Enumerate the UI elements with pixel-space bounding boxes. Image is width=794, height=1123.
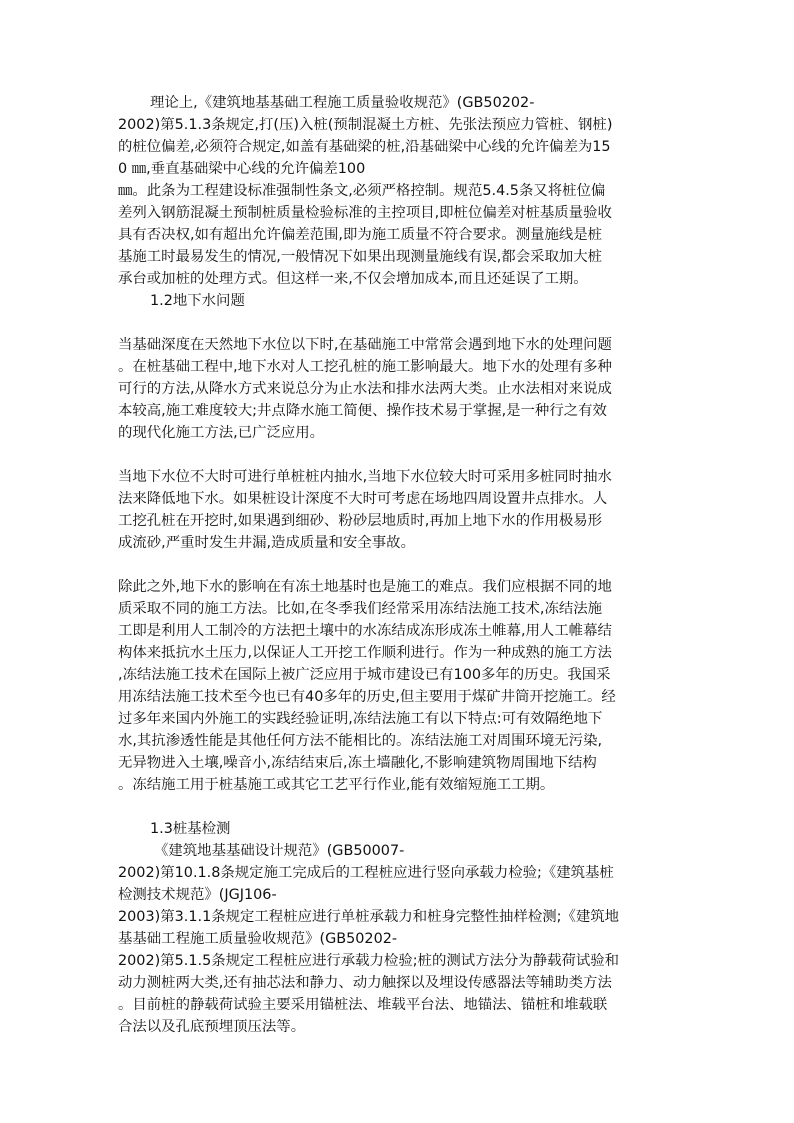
text-line: 可行的方法,从降水方式来说总分为止水法和排水法两大类。止水法相对来说成	[118, 381, 612, 397]
text-line: 《建筑地基基础设计规范》(GB50007-	[154, 843, 405, 859]
text-line: 承台或加桩的处理方式。但这样一来,不仅会增加成本,而且还延误了工期。	[118, 271, 588, 287]
text-line: 用冻结法施工技术至今也已有40多年的历史,但主要用于煤矿井筒开挖施工。经	[118, 689, 616, 705]
text-line: 2002)第5.1.5条规定工程桩应进行承载力检验;桩的测试方法分为静载荷试验和	[118, 953, 620, 969]
text-line: 基施工时最易发生的情况,一般情况下如果出现测量施线有误,都会采取加大桩	[118, 249, 603, 265]
text-line: 成流砂,严重时发生井漏,造成质量和安全事故。	[118, 535, 415, 551]
spacer	[118, 554, 678, 576]
text-line: 工挖孔桩在开挖时,如果遇到细砂、粉砂层地质时,再加上地下水的作用极易形	[118, 513, 603, 529]
text-line: 无异物进入土壤,噪音小,冻结结束后,冻土墙融化,不影响建筑物周围地下结构	[118, 755, 597, 771]
text-line: 合法以及孔底预埋顶压法等。	[118, 1019, 306, 1035]
text-line: 本较高,施工难度较大;井点降水施工简便、操作技术易于掌握,是一种行之有效	[118, 403, 607, 419]
text-line: 当地下水位不大时可进行单桩桩内抽水,当地下水位较大时可采用多桩同时抽水	[118, 469, 612, 485]
spacer	[118, 444, 678, 466]
text-line: 质采取不同的施工方法。比如,在冬季我们经常采用冻结法施工技术,冻结法施	[118, 601, 603, 617]
text-line: 基基础工程施工质量验收规范》(GB50202-	[118, 931, 398, 947]
text-line: 具有否决权,如有超出允许偏差范围,即为施工质量不符合要求。测量施线是桩	[118, 227, 603, 243]
spacer	[118, 796, 678, 818]
text-line: 0 ㎜,垂直基础梁中心线的允许偏差100	[118, 161, 366, 177]
text-line: 除此之外,地下水的影响在有冻土地基时也是施工的难点。我们应根据不同的地	[118, 579, 612, 595]
spacer	[118, 312, 678, 334]
text-line: 过多年来国内外施工的实践经验证明,冻结法施工有以下特点:可有效隔绝地下	[118, 711, 603, 727]
paragraph-groundwater-intro	[118, 334, 678, 444]
text-line: 的现代化施工方法,已广泛应用。	[118, 425, 325, 441]
paragraph-freezing-method	[118, 576, 678, 796]
text-line: 2002)第10.1.8条规定施工完成后的工程桩应进行竖向承载力检验;《建筑基桩	[118, 865, 614, 881]
text-line: 检测技术规范》(JGJ106-	[118, 887, 277, 903]
section-heading-pile-testing: 1.3桩基检测	[150, 821, 231, 837]
text-line: 的桩位偏差,必须符合规定,如盖有基础梁的桩,沿基础梁中心线的允许偏差为15	[118, 139, 611, 155]
paragraph-pumping	[118, 466, 678, 554]
text-line: 当基础深度在天然地下水位以下时,在基础施工中常常会遇到地下水的处理问题	[118, 337, 612, 353]
text-line: 构体来抵抗水土压力,以保证人工开挖工作顺利进行。作为一种成熟的施工方法	[118, 645, 612, 661]
text-line: 2002)第5.1.3条规定,打(压)入桩(预制混凝土方桩、先张法预应力管桩、钢桩)	[118, 117, 613, 133]
text-line: ㎜。此条为工程建设标准强制性条文,必须严格控制。规范5.4.5条又将桩位偏	[118, 183, 606, 199]
paragraph-pile-testing	[118, 840, 678, 1038]
text-line: 法来降低地下水。如果桩设计深度不大时可考虑在场地四周设置井点排水。人	[118, 491, 608, 507]
text-line: 水,其抗渗透性能是其他任何方法不能相比的。冻结法施工对周围环境无污染,	[118, 733, 603, 749]
text-line: 工即是利用人工制冷的方法把土壤中的水冻结成冻形成冻土帷幕,用人工帷幕结	[118, 623, 612, 639]
text-line: ,冻结法施工技术在国际上被广泛应用于城市建设已有100多年的历史。我国采	[118, 667, 611, 683]
text-line: 动力测桩两大类,还有抽芯法和静力、动力触探以及埋设传感器法等辅助类方法	[118, 975, 612, 991]
text-line: 2003)第3.1.1条规定工程桩应进行单桩承载力和桩身完整性抽样检测;《建筑地	[118, 909, 620, 925]
text-line: 理论上,《建筑地基基础工程施工质量验收规范》(GB50202-	[150, 95, 535, 111]
text-line: 差列入钢筋混凝土预制桩质量检验标准的主控项目,即桩位偏差对桩基质量验收	[118, 205, 612, 221]
text-line: 。目前桩的静载荷试验主要采用锚桩法、堆载平台法、地锚法、锚桩和堆载联	[118, 997, 608, 1013]
text-line: 。冻结施工用于桩基施工或其它工艺平行作业,能有效缩短施工工期。	[118, 777, 555, 793]
text-line: 。在桩基础工程中,地下水对人工挖孔桩的施工影响最大。地下水的处理有多种	[118, 359, 612, 375]
section-heading-groundwater: 1.2地下水问题	[150, 293, 245, 309]
paragraph-pile-position	[118, 92, 678, 290]
document-page	[118, 92, 678, 1038]
